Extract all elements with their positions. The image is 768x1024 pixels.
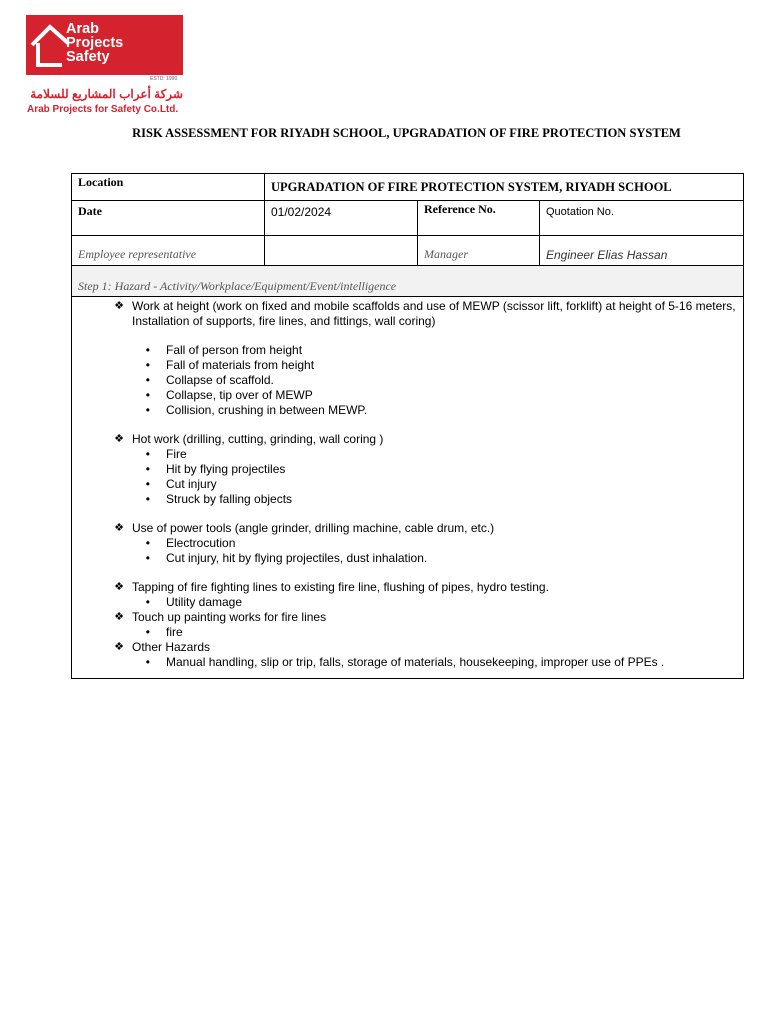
- hazard-sub-text: Fall of person from height: [166, 343, 303, 357]
- employee-rep-value: [265, 236, 418, 266]
- hazard-list: [72, 297, 744, 679]
- hazard-sub-item: [72, 343, 737, 358]
- hazard-sub-text: Collision, crushing in between MEWP.: [166, 403, 368, 417]
- employee-rep-label: Employee representative: [72, 236, 265, 266]
- hazard-sub-text: Electrocution: [166, 536, 236, 550]
- hazard-sub-text: Hit by flying projectiles: [166, 462, 286, 476]
- risk-assessment-table: [71, 173, 744, 679]
- bullet-icon: •: [145, 551, 150, 565]
- diamond-bullet-icon: ❖: [114, 581, 124, 593]
- diamond-bullet-icon: ❖: [114, 641, 124, 653]
- hazard-sub-item: [72, 551, 737, 566]
- diamond-bullet-icon: ❖: [114, 522, 124, 534]
- hazard-activity-text: Work at height (work on fixed and mobile scaffolds and use of MEWP (scissor lift, forklift) at height of 5-16 meters, Installation of supports, fire lines, and fittings, wall coring): [132, 299, 736, 328]
- manager-label: Manager: [418, 236, 540, 266]
- hazard-sub-item: [72, 625, 737, 640]
- document-title: RISK ASSESSMENT FOR RIYADH SCHOOL, UPGRADATION OF FIRE PROTECTION SYSTEM: [132, 126, 681, 140]
- hazard-sub-text: Collapse of scaffold.: [166, 373, 274, 387]
- hazard-activity-text: Other Hazards: [132, 640, 211, 654]
- company-name: Arab Projects for Safety Co.Ltd.: [27, 104, 179, 115]
- date-label: Date: [72, 201, 265, 236]
- hazard-sub-item: [72, 447, 737, 462]
- hazard-sub-text: Collapse, tip over of MEWP: [166, 388, 313, 402]
- hazard-sub-text: Fall of materials from height: [166, 358, 315, 372]
- hazard-sub-text: Fire: [166, 447, 187, 461]
- logo-line-1: Arab: [66, 21, 100, 37]
- hazard-sub-item: [72, 358, 737, 373]
- reference-value: Quotation No.: [540, 201, 744, 236]
- bullet-icon: •: [145, 462, 150, 476]
- bullet-icon: •: [145, 655, 150, 669]
- hazard-activity-text: Tapping of fire fighting lines to existing fire line, flushing of pipes, hydro testing.: [132, 580, 549, 594]
- logo-estd: ESTD: 1990: [150, 76, 178, 82]
- location-value: UPGRADATION OF FIRE PROTECTION SYSTEM, RIYADH SCHOOL: [265, 174, 744, 201]
- bullet-icon: •: [145, 595, 150, 609]
- hazard-sub-item: [72, 536, 737, 551]
- hazard-activity-text: Hot work (drilling, cutting, grinding, wall coring ): [132, 432, 384, 446]
- hazard-sub-item: [72, 477, 737, 492]
- hazard-sub-text: fire: [166, 625, 183, 639]
- bullet-icon: •: [145, 343, 150, 357]
- hazard-sub-item: [72, 462, 737, 477]
- logo-line-2: Projects: [66, 35, 124, 51]
- hazard-item: [72, 580, 737, 595]
- hazard-item: [72, 521, 737, 536]
- hazard-sub-item: [72, 492, 737, 507]
- hazard-sub-text: Cut injury: [166, 477, 217, 491]
- hazard-sub-item: [72, 373, 737, 388]
- company-name-arabic: شركة أعراب المشاريع للسلامة: [30, 87, 183, 101]
- bullet-icon: •: [145, 492, 150, 506]
- hazard-activity-text: Touch up painting works for fire lines: [132, 610, 327, 624]
- location-label: Location: [72, 174, 265, 201]
- bullet-icon: •: [145, 536, 150, 550]
- hazard-item: [72, 640, 737, 655]
- manager-value: Engineer Elias Hassan: [540, 236, 744, 266]
- diamond-bullet-icon: ❖: [114, 433, 124, 445]
- reference-label: Reference No.: [418, 201, 540, 236]
- bullet-icon: •: [145, 477, 150, 491]
- diamond-bullet-icon: ❖: [114, 611, 124, 623]
- hazard-sub-item: [72, 388, 737, 403]
- house-icon: [30, 21, 70, 67]
- bullet-icon: •: [145, 388, 150, 402]
- hazard-sub-text: Struck by falling objects: [166, 492, 293, 506]
- hazard-sub-text: Cut injury, hit by flying projectiles, dust inhalation.: [166, 551, 428, 565]
- hazard-sub-item: [72, 403, 737, 418]
- company-logo: [26, 15, 183, 75]
- hazard-sub-item: [72, 655, 737, 670]
- hazard-sub-text: Manual handling, slip or trip, falls, storage of materials, housekeeping, improper use of PPEs .: [166, 655, 665, 669]
- bullet-icon: •: [145, 358, 150, 372]
- hazard-item: [72, 432, 737, 447]
- bullet-icon: •: [145, 373, 150, 387]
- hazard-activity-text: Use of power tools (angle grinder, drilling machine, cable drum, etc.): [132, 521, 495, 535]
- bullet-icon: •: [145, 403, 150, 417]
- bullet-icon: •: [145, 625, 150, 639]
- bullet-icon: •: [145, 447, 150, 461]
- hazard-item: [72, 299, 737, 329]
- logo-line-3: Safety: [66, 49, 110, 65]
- date-value: 01/02/2024: [265, 201, 418, 236]
- hazard-sub-text: Utility damage: [166, 595, 243, 609]
- hazard-sub-item: [72, 595, 737, 610]
- hazard-item: [72, 610, 737, 625]
- diamond-bullet-icon: ❖: [114, 300, 124, 312]
- step-1-header: Step 1: Hazard - Activity/Workplace/Equipment/Event/intelligence: [72, 266, 744, 297]
